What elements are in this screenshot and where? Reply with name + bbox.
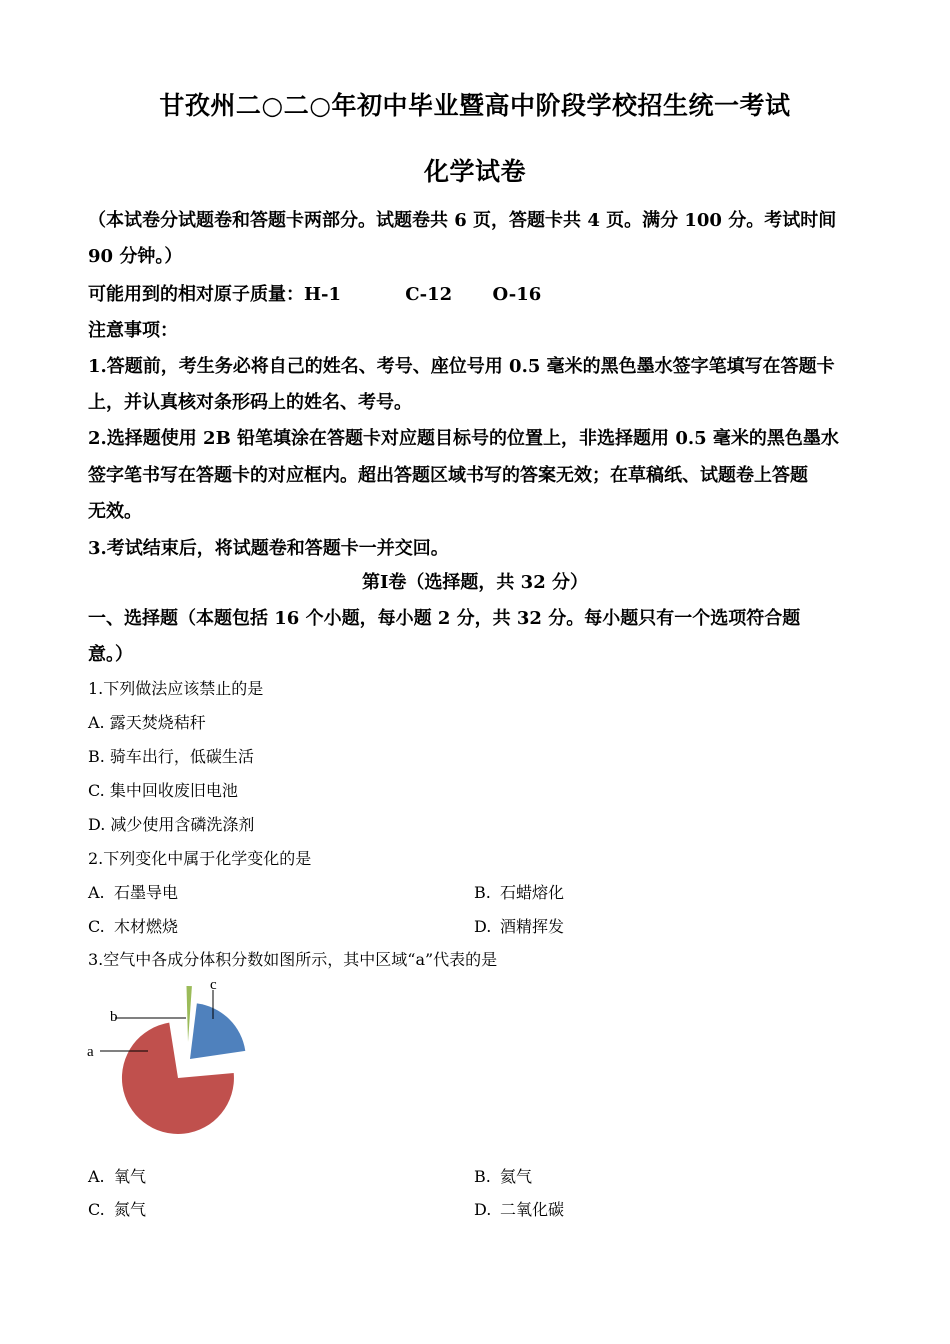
option-label: A. [88,883,105,902]
question-3-option-b [474,1164,532,1187]
section-heading: 第Ⅰ卷（选择题，共 32 分） [361,572,588,593]
notice-heading: 注意事项： [88,320,178,341]
question-2-stem: 2.下列变化中属于化学变化的是 [88,849,312,868]
part-heading-line1: 一、选择题（本题包括 16 个小题，每小题 2 分，共 32 分。每小题只有一个选项符合题 [88,608,801,629]
question-1-option-d: D. 减少使用含磷洗涤剂 [88,815,255,834]
question-1-option-b: B. 骑车出行，低碳生活 [88,747,254,766]
option-text: 氦气 [500,1167,533,1186]
exam-title: 甘孜州二○二○年初中毕业暨高中阶段学校招生统一考试 [159,91,791,120]
option-text: 木材燃烧 [114,917,179,936]
question-1-option-c: C. 集中回收废旧电池 [88,781,238,800]
question-2-option-a [88,880,178,903]
notice-item1-line1: 1.答题前，考生务必将自己的姓名、考号、座位号用 0.5 毫米的黑色墨水签字笔填写在答题卡 [88,356,835,377]
notice-item3: 3.考试结束后，将试题卷和答题卡一并交回。 [88,538,449,559]
question-3-stem: 3.空气中各成分体积分数如图所示，其中区域“a”代表的是 [88,950,498,969]
option-text: 酒精挥发 [500,917,565,936]
option-label: D. [474,1200,492,1219]
question-3-option-c [88,1197,146,1220]
atomic-mass-h: 可能用到的相对原子质量：H-1 [88,284,342,305]
question-3-option-d [474,1197,564,1220]
pie-label-c: c [210,977,217,993]
option-label: D. [474,917,492,936]
pie-slice-b [186,986,191,1042]
notice-item2-line2: 签字笔书写在答题卡的对应框内。超出答题区域书写的答案无效；在草稿纸、试题卷上答题 [88,465,808,486]
option-label: B. [474,1167,491,1186]
option-text: 石墨导电 [114,883,179,902]
question-2-option-c [88,914,178,937]
option-label: B. [474,883,491,902]
notice-item1-line2: 上，并认真核对条形码上的姓名、考号。 [88,392,412,413]
intro-note-line1: （本试卷分试题卷和答题卡两部分。试题卷共 6 页，答题卡共 4 页。满分 100 分。考试时间 [88,210,837,231]
atomic-mass-o: O-16 [492,284,542,305]
exam-subtitle: 化学试卷 [423,157,526,186]
notice-item2-line1: 2.选择题使用 2B 铅笔填涂在答题卡对应题目标号的位置上，非选择题用 0.5 毫米的黑色墨水 [88,428,839,449]
question-1-stem: 1.下列做法应该禁止的是 [88,679,264,698]
pie-label-b: b [110,1009,118,1025]
question-2-option-b [474,880,564,903]
part-heading-line2: 意。） [88,644,133,665]
option-text: 二氧化碳 [500,1200,565,1219]
pie-label-a: a [87,1044,94,1060]
air-composition-pie-figure [82,975,262,1145]
intro-note-line2: 90 分钟。） [88,246,183,267]
option-text: 石蜡熔化 [500,883,565,902]
question-1-option-a: A. 露天焚烧秸秆 [88,713,206,732]
atomic-mass-line [88,280,541,306]
option-label: C. [88,917,105,936]
option-label: C. [88,1200,105,1219]
question-2-option-d [474,914,564,937]
question-3-option-a [88,1164,146,1187]
option-text: 氧气 [114,1167,147,1186]
notice-item2-line3: 无效。 [88,501,142,522]
option-text: 氮气 [114,1200,147,1219]
pie-slice-c [190,1003,245,1059]
atomic-mass-c: C-12 [405,284,453,305]
option-label: A. [88,1167,105,1186]
